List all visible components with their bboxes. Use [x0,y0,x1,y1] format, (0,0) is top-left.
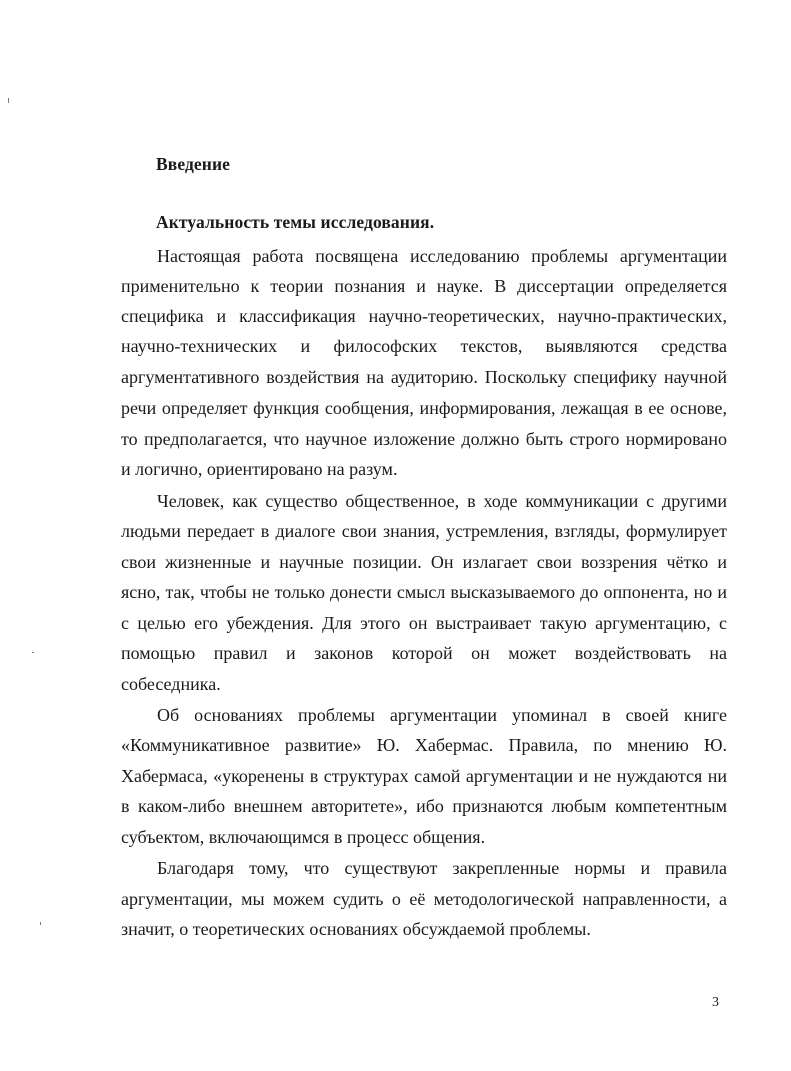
text-line: Об основаниях проблемы аргументации упоминал в своей книге [157,705,727,725]
text-line: в каком-либо внешнем авторитете», ибо признаются любым компетентным [121,796,727,816]
text-line: и логично, ориентировано на разум. [121,459,398,479]
text-line: свои жизненные и научные позиции. Он излагает свои воззрения чётко и [121,552,727,572]
section-title: Введение [156,154,231,174]
text-line: помощью правил и законов которой он может воздействовать на [121,643,727,663]
text-line: то предполагается, что научное изложение должно быть строго нормировано [121,429,727,449]
text-line: аргументативного воздействия на аудиторию. Поскольку специфику научной [121,367,727,387]
scan-speck [40,922,41,925]
text-line: ясно, так, чтобы не только донести смысл высказываемого до оппонента, но и [121,582,727,602]
text-line: значит, о теоретических основаниях обсуждаемой проблемы. [121,919,591,939]
text-line: с целью его убеждения. Для этого он выстраивает такую аргументацию, с [121,613,727,633]
text-line: субъектом, включающимся в процесс общения. [121,827,486,847]
text-line: применительно к теории познания и науке. В диссертации определяется [121,276,727,296]
page-number: 3 [712,995,719,1010]
text-line: специфика и классификация научно-теоретических, научно-практических, [121,306,727,326]
scan-speck [32,652,34,653]
text-line: «Коммуникативное развитие» Ю. Хабермас. Правила, по мнению Ю. [121,735,727,755]
text-line: аргументации, мы можем судить о её методологической направленности, а [121,889,727,909]
text-line: речи определяет функция сообщения, информирования, лежащая в ее основе, [121,398,727,418]
text-line: Настоящая работа посвящена исследованию проблемы аргументации [157,246,727,266]
text-line: людьми передает в диалоге свои знания, устремления, взгляды, формулирует [121,521,727,541]
text-line: Благодаря тому, что существуют закрепленные нормы и правила [157,858,727,878]
text-line: Человек, как существо общественное, в ходе коммуникации с другими [157,491,727,511]
scan-speck [8,98,9,103]
text-line: научно-технических и философских текстов, выявляются средства [121,336,727,356]
text-line: собеседника. [121,674,221,694]
subsection-title: Актуальность темы исследования. [156,212,435,232]
text-line: Хабермаса, «укоренены в структурах самой аргументации и не нуждаются ни [121,766,727,786]
